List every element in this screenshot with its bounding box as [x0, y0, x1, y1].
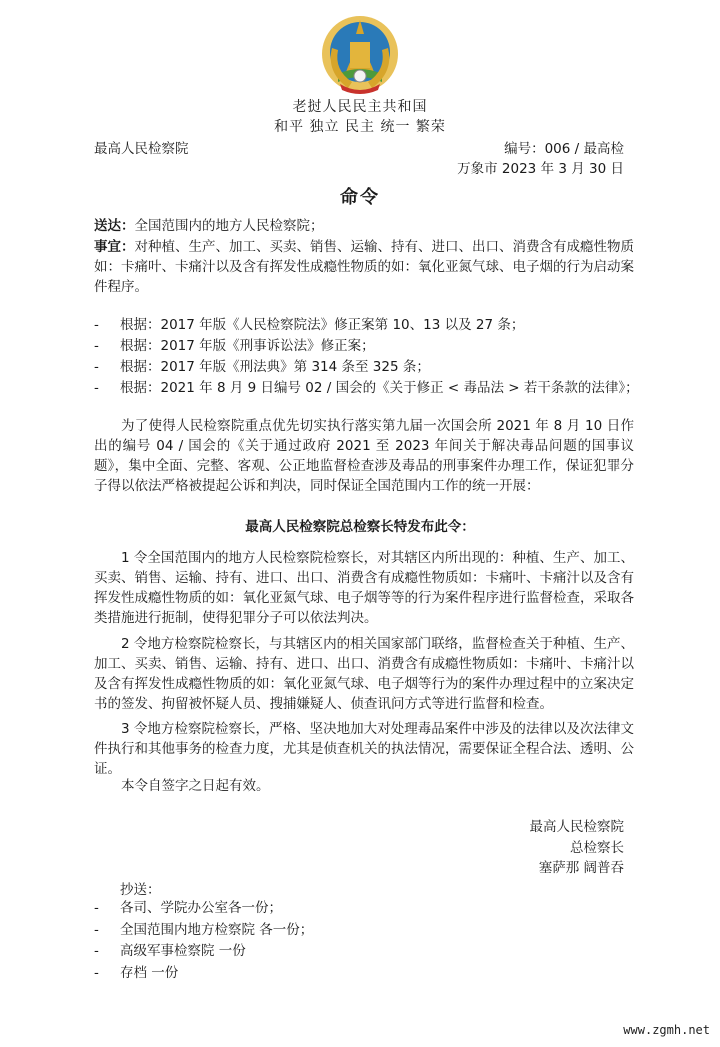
subject-label: 事宜： [94, 239, 135, 255]
cc-list [94, 898, 654, 984]
list-item: - 各司、学院办公室各一份； [94, 900, 282, 916]
recipients-label: 送达： [94, 218, 135, 234]
signature-position: 总检察长 [570, 839, 624, 856]
issuing-authority: 最高人民检察院 [94, 141, 189, 157]
country-name: 老挝人民民主共和国 [292, 99, 428, 115]
signature-name: 塞萨那 阔普吞 [538, 860, 624, 876]
effective-clause: 本令自签字之日起有效。 [121, 778, 270, 794]
preamble: 为了使得人民检察院重点优先切实执行落实第九届一次国会所 2021 年 8 月 10 日作出的编号 04 / 国会的《关于通过政府 2021 至 2023 年间关于解决毒品问题的国事议题》，集中全面、完整、客观、公正地监督检查涉及毒品的刑事案件办理工作，保证犯罪分子得以依法严格被提起公诉和判决，同时保证全国范围内工作的统一开展： [94, 418, 634, 494]
recipients-text: 全国范围内的地方人民检察院； [134, 218, 324, 234]
subject [94, 237, 634, 297]
watermark: www.zgmh.net [623, 1023, 710, 1037]
legal-basis-list [94, 315, 654, 399]
order-item-3: 3 令地方检察院检察长，严格、坚决地加大对处理毒品案件中涉及的法律以及次法律文件执行和其他事务的检查力度，尤其是侦查机关的执法情况，需要保证全程合法、透明、公证。 [94, 721, 634, 777]
order-item-2: 2 令地方检察院检察长，与其辖区内的相关国家部门联络，监督检查关于种植、生产、加工、买卖、销售、运输、持有、进口、出口、消费含有成瘾性物质如：卡痛叶、卡痛汁以及含有挥发性成瘾性物质的如：氧化亚氮气球、电子烟等行为的案件办理过程中的立案决定书的签发、拘留被怀疑人员、搜捕嫌疑人、侦查讯问方式等进行监督和检查。 [94, 636, 634, 712]
document-number: 编号：006 / 最高检 [504, 141, 624, 157]
place-and-date: 万象市 2023 年 3 月 30 日 [457, 161, 624, 177]
list-item: - 全国范围内地方检察院 各一份； [94, 921, 314, 938]
list-item: - 根据：2017 年版《刑法典》第 314 条至 325 条； [94, 359, 430, 375]
list-item: - 根据：2017 年版《人民检察院法》修正案第 10、13 以及 27 条； [94, 317, 525, 333]
national-motto: 和平 独立 民主 统一 繁荣 [274, 119, 446, 135]
signature-org: 最高人民检察院 [529, 819, 624, 835]
subject-text: 对种植、生产、加工、买卖、销售、运输、持有、进口、出口、消费含有成瘾性物质如：卡痛叶、卡痛汁以及含有挥发性成瘾性物质的如：氧化亚氮气球、电子烟的行为启动案件程序。 [94, 239, 634, 295]
document-title: 命令 [340, 187, 380, 208]
national-emblem [318, 12, 402, 96]
cc-label: 抄送： [120, 882, 161, 898]
order-item-1: 1 令全国范围内的地方人民检察院检察长，对其辖区内所出现的：种植、生产、加工、买卖、销售、运输、持有、进口、出口、消费含有成瘾性物质如：卡痛叶、卡痛汁以及含有挥发性成瘾性物质的如：氧化亚氮气球、电子烟等等的行为案件程序进行监督检查，采取各类措施进行扼制，使得犯罪分子可以依法判决。 [94, 550, 634, 626]
list-item: - 高级军事检察院 一份 [94, 943, 246, 959]
list-item: - 根据：2021 年 8 月 9 日编号 02 / 国会的《关于修正 < 毒品法 > 若干条款的法律》； [94, 380, 639, 396]
recipients [94, 216, 634, 236]
order-heading: 最高人民检察院总检察长特发布此令： [245, 519, 475, 535]
list-item: - 根据：2017 年版《刑事诉讼法》修正案； [94, 338, 375, 354]
signature-block [530, 817, 625, 879]
list-item: - 存档 一份 [94, 964, 179, 981]
